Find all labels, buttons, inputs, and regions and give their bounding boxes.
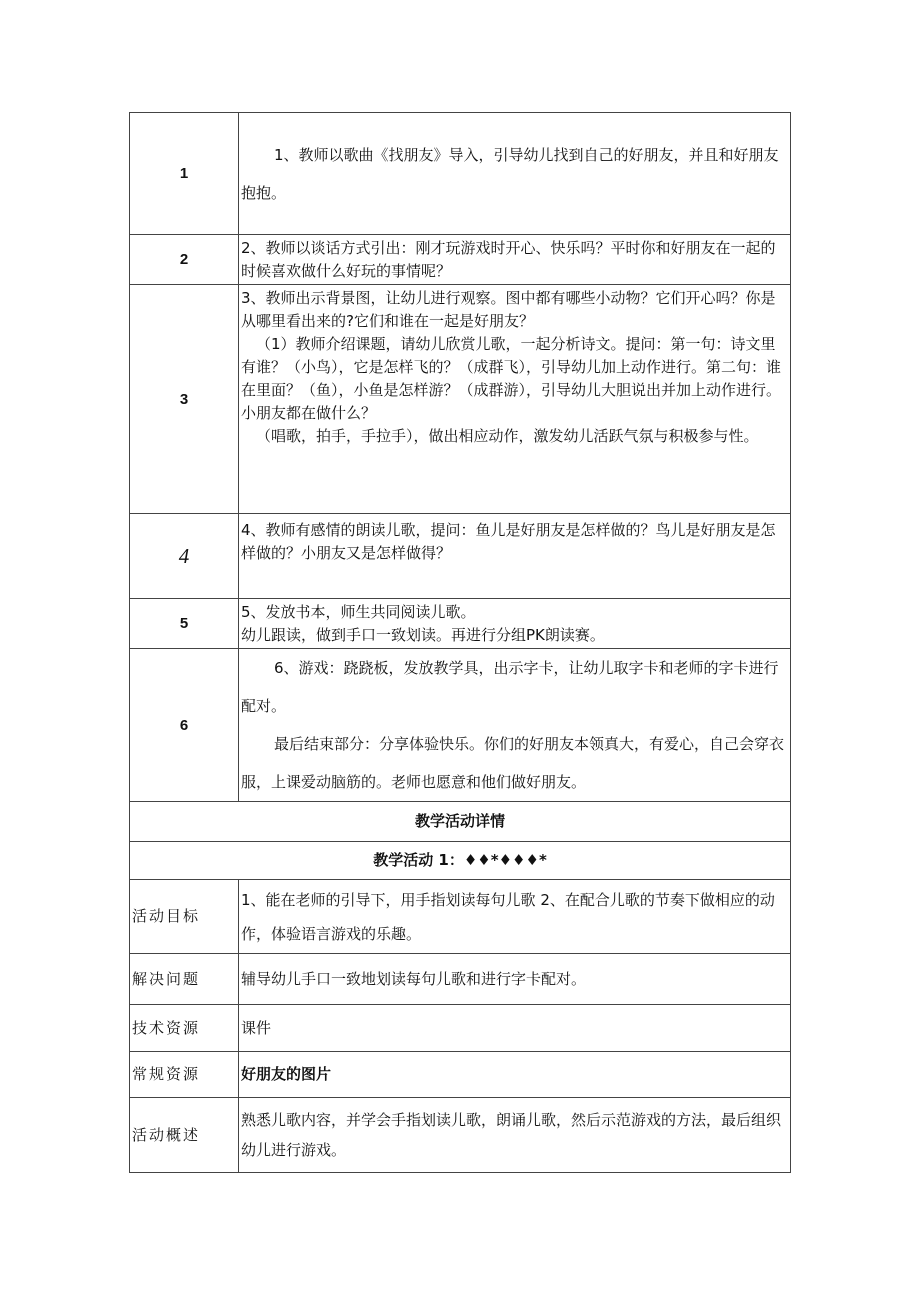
table-row	[130, 113, 791, 235]
step-text: 1、教师以歌曲《找朋友》导入，引导幼儿找到自己的好朋友，并且和好朋友抱抱。	[241, 145, 779, 202]
step-number: 1	[130, 113, 239, 235]
table-row	[130, 1098, 791, 1173]
detail-value	[239, 1098, 791, 1173]
step-text: 6、游戏：跷跷板，发放教学具，出示字卡，让幼儿取字卡和老师的字卡进行配对。	[241, 659, 779, 715]
step-content	[239, 514, 791, 599]
step-text: 幼儿跟读，做到手口一致划读。再进行分组PK朗读赛。	[241, 625, 605, 644]
step-content	[239, 235, 791, 285]
table-row	[130, 842, 791, 880]
table-row	[130, 514, 791, 599]
step-number: 2	[130, 235, 239, 285]
step-content	[239, 649, 791, 802]
detail-text: 1、能在老师的引导下，用手指划读每句儿歌 2、在配合儿歌的节奏下做相应的动作，体验语言游戏的乐趣。	[241, 890, 775, 943]
step-text: 2、教师以谈话方式引出：刚才玩游戏时开心、快乐吗？平时你和好朋友在一起的时候喜欢做什么好玩的事情呢？	[241, 238, 776, 280]
step-text: （唱歌，拍手，手拉手），做出相应动作，激发幼儿活跃气氛与积极参与性。	[256, 427, 759, 445]
table-row	[130, 649, 791, 802]
detail-label: 活动概述	[130, 1098, 239, 1173]
table-row	[130, 802, 791, 842]
table-row	[130, 880, 791, 954]
step-content	[239, 285, 791, 514]
table-row	[130, 954, 791, 1005]
detail-label: 解决问题	[130, 954, 239, 1005]
lesson-table	[129, 112, 791, 1173]
step-text: 4、教师有感情的朗读儿歌，提问：鱼儿是好朋友是怎样做的？鸟儿是好朋友是怎样做的？小朋友又是怎样做得？	[241, 521, 776, 562]
step-number: 3	[130, 285, 239, 514]
table-row	[130, 235, 791, 285]
section-title: 教学活动详情	[130, 802, 791, 842]
detail-value: 好朋友的图片	[239, 1052, 791, 1098]
step-number: 5	[130, 599, 239, 649]
step-number: 4	[130, 514, 239, 599]
detail-value	[239, 880, 791, 954]
detail-label: 技术资源	[130, 1005, 239, 1052]
step-text: （1）教师介绍课题，请幼儿欣赏儿歌，一起分析诗文。提问：第一句：诗文里有谁？（小鸟），它是怎样飞的？（成群飞），引导幼儿加上动作进行。第二句：谁在里面？（鱼），小鱼是怎样游？（成群游），引导幼儿大胆说出并加上动作进行。小朋友都在做什么？	[241, 335, 782, 422]
step-text: 最后结束部分：分享体验快乐。你们的好朋友本领真大，有爱心，自己会穿衣服，上课爱动脑筋的。老师也愿意和他们做好朋友。	[241, 735, 785, 791]
step-text: 3、教师出示背景图，让幼儿进行观察。图中都有哪些小动物？它们开心吗？你是从哪里看出来的?它们和谁在一起是好朋友？	[241, 289, 776, 330]
step-text: 5、发放书本，师生共同阅读儿歌。	[241, 602, 476, 621]
step-content	[239, 599, 791, 649]
activity-title: 教学活动 1：♦♦*♦♦♦*	[130, 842, 791, 880]
detail-value: 课件	[239, 1005, 791, 1052]
table-row	[130, 1005, 791, 1052]
step-content	[239, 113, 791, 235]
step-number: 6	[130, 649, 239, 802]
detail-label: 常规资源	[130, 1052, 239, 1098]
table-row	[130, 1052, 791, 1098]
detail-label: 活动目标	[130, 880, 239, 954]
detail-text: 熟悉儿歌内容，并学会手指划读儿歌，朗诵儿歌，然后示范游戏的方法，最后组织幼儿进行游戏。	[241, 1111, 782, 1159]
table-row	[130, 599, 791, 649]
detail-value: 辅导幼儿手口一致地划读每句儿歌和进行字卡配对。	[239, 954, 791, 1005]
table-row	[130, 285, 791, 514]
